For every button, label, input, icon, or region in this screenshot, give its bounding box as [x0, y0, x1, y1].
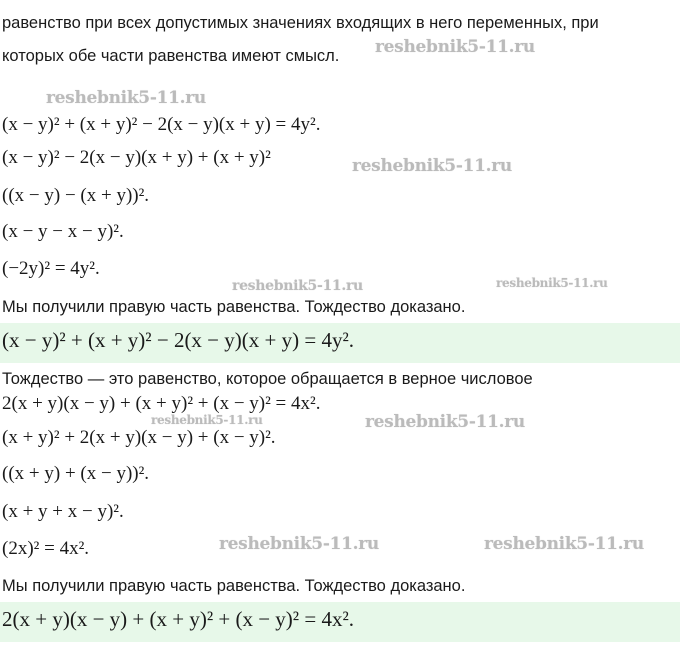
math-line-2-2: (x + y)² + 2(x + y)(x − y) + (x − y)².	[2, 427, 276, 448]
highlight-box-1	[0, 323, 680, 363]
watermark: reshebnik5-11.ru	[496, 276, 608, 290]
watermark: reshebnik5-11.ru	[365, 412, 525, 432]
watermark: reshebnik5-11.ru	[375, 37, 535, 57]
watermark: reshebnik5-11.ru	[352, 156, 512, 176]
watermark: reshebnik5-11.ru	[484, 534, 644, 554]
watermark: reshebnik5-11.ru	[219, 534, 379, 554]
math-line-1-5: (−2y)² = 4y².	[2, 258, 100, 279]
math-line-1-1: (x − y)² + (x + y)² − 2(x − y)(x + y) = 4y².	[2, 114, 321, 135]
intro-line-1: равенство при всех допустимых значениях входящих в него переменных, при	[2, 14, 599, 32]
math-line-2-1: 2(x + y)(x − y) + (x + y)² + (x − y)² = 4x².	[2, 393, 321, 414]
intro-line-2: которых обе части равенства имеют смысл.	[2, 47, 340, 65]
highlight-equation-1: (x − y)² + (x + y)² − 2(x − y)(x + y) = 4y².	[2, 328, 354, 352]
math-line-2-4: (x + y + x − y)².	[2, 501, 124, 522]
definition-line: Тождество — это равенство, которое обращается в верное числовое	[2, 370, 533, 388]
math-line-2-3: ((x + y) + (x − y))².	[2, 463, 150, 484]
math-line-1-4: (x − y − x − y)².	[2, 221, 124, 242]
highlight-equation-2: 2(x + y)(x − y) + (x + y)² + (x − y)² = 4x².	[2, 607, 354, 631]
conclusion-1: Мы получили правую часть равенства. Тождество доказано.	[2, 298, 466, 316]
watermark: reshebnik5-11.ru	[232, 278, 363, 294]
math-line-2-5: (2x)² = 4x².	[2, 538, 90, 559]
math-line-1-3: ((x − y) − (x + y))².	[2, 185, 150, 206]
highlight-box-2	[0, 602, 680, 642]
math-line-1-2: (x − y)² − 2(x − y)(x + y) + (x + y)²	[2, 147, 271, 168]
conclusion-2: Мы получили правую часть равенства. Тождество доказано.	[2, 577, 466, 595]
watermark: reshebnik5-11.ru	[46, 88, 206, 108]
watermark: reshebnik5-11.ru	[151, 413, 263, 427]
